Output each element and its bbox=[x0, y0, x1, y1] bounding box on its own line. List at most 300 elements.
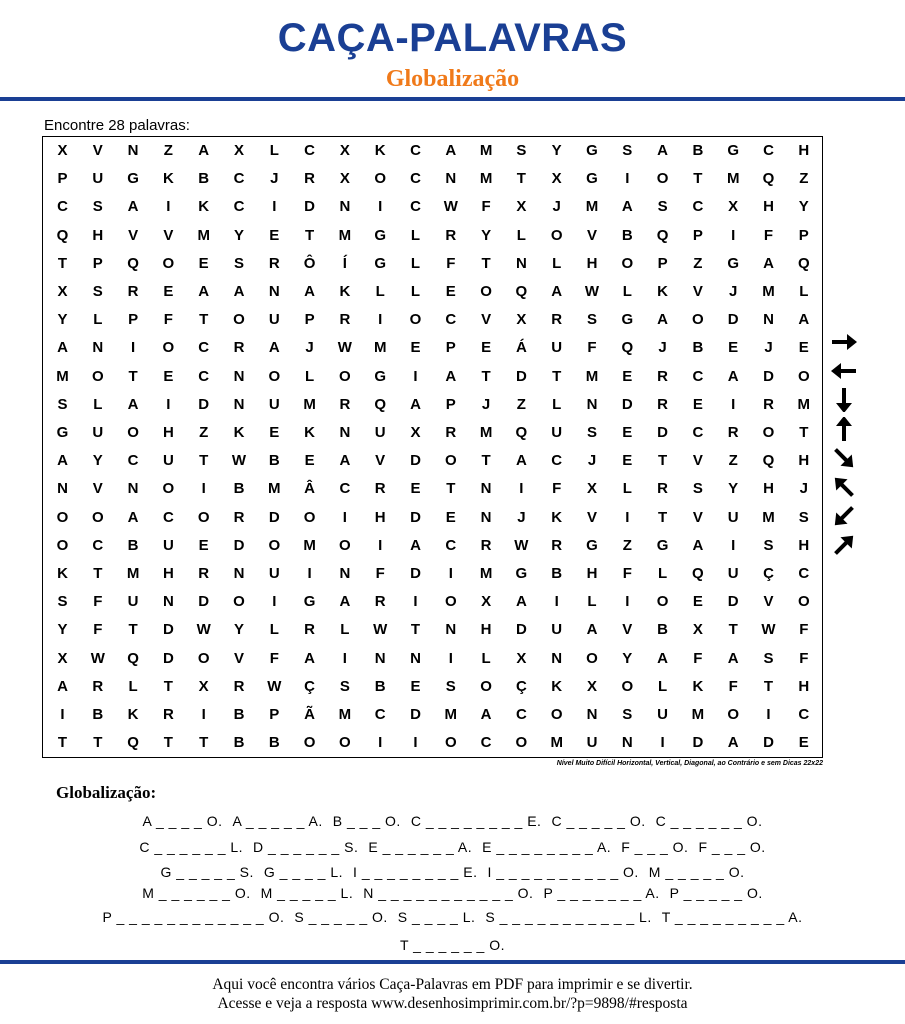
grid-cell[interactable]: X bbox=[516, 198, 527, 216]
grid-cell[interactable]: N bbox=[127, 142, 139, 159]
grid-cell[interactable]: R bbox=[304, 621, 316, 639]
grid-cell[interactable]: T bbox=[728, 621, 738, 639]
grid-cell[interactable]: L bbox=[340, 621, 350, 639]
grid-cell[interactable]: U bbox=[268, 565, 280, 582]
grid-cell[interactable]: D bbox=[233, 536, 245, 554]
grid-cell[interactable]: T bbox=[305, 226, 315, 244]
grid-cell[interactable]: A bbox=[198, 142, 210, 159]
grid-cell[interactable]: D bbox=[198, 395, 210, 413]
grid-cell[interactable]: O bbox=[692, 311, 704, 329]
grid-cell[interactable]: H bbox=[374, 508, 386, 526]
grid-cell[interactable]: M bbox=[303, 395, 316, 413]
grid-cell[interactable]: R bbox=[657, 395, 669, 413]
grid-cell[interactable]: E bbox=[445, 508, 456, 526]
grid-cell[interactable]: W bbox=[584, 283, 600, 300]
grid-cell[interactable]: I bbox=[448, 649, 453, 667]
grid-cell[interactable]: M bbox=[550, 734, 563, 752]
grid-cell[interactable]: F bbox=[799, 649, 809, 667]
grid-cell[interactable]: C bbox=[92, 536, 104, 554]
grid-cell[interactable]: W bbox=[761, 621, 776, 639]
grid-cell[interactable]: A bbox=[798, 311, 810, 329]
grid-cell[interactable]: I bbox=[660, 734, 665, 752]
grid-cell[interactable]: A bbox=[304, 649, 316, 667]
grid-cell[interactable]: L bbox=[93, 311, 103, 329]
grid-cell[interactable]: C bbox=[410, 170, 421, 188]
grid-cell[interactable]: T bbox=[93, 565, 103, 582]
grid-cell[interactable]: W bbox=[337, 339, 352, 357]
grid-cell[interactable]: E bbox=[445, 283, 456, 300]
grid-cell[interactable]: I bbox=[378, 536, 383, 554]
grid-cell[interactable]: C bbox=[374, 706, 386, 723]
grid-cell[interactable]: F bbox=[93, 593, 103, 611]
grid-cell[interactable]: J bbox=[481, 395, 491, 413]
grid-cell[interactable]: L bbox=[410, 254, 421, 272]
grid-cell[interactable]: H bbox=[798, 452, 810, 470]
grid-cell[interactable]: O bbox=[797, 367, 810, 385]
grid-cell[interactable]: J bbox=[764, 339, 773, 357]
grid-cell[interactable]: R bbox=[727, 424, 739, 441]
grid-cell[interactable]: A bbox=[657, 649, 669, 667]
grid-cell[interactable]: G bbox=[374, 254, 387, 272]
grid-cell[interactable]: A bbox=[57, 452, 68, 470]
grid-cell[interactable]: G bbox=[586, 536, 598, 554]
grid-cell[interactable]: P bbox=[57, 170, 68, 188]
grid-cell[interactable]: O bbox=[444, 452, 457, 470]
grid-cell[interactable]: M bbox=[338, 706, 352, 723]
grid-cell[interactable]: I bbox=[731, 226, 736, 244]
grid-cell[interactable]: F bbox=[587, 339, 597, 357]
grid-cell[interactable]: O bbox=[162, 339, 175, 357]
grid-cell[interactable]: C bbox=[127, 452, 139, 470]
grid-cell[interactable]: H bbox=[763, 480, 774, 498]
grid-cell[interactable]: I bbox=[554, 593, 559, 611]
grid-cell[interactable]: O bbox=[762, 424, 775, 441]
grid-cell[interactable]: O bbox=[127, 424, 139, 441]
grid-cell[interactable]: V bbox=[586, 508, 597, 526]
grid-cell[interactable]: I bbox=[201, 706, 206, 723]
grid-cell[interactable]: Y bbox=[551, 142, 562, 159]
grid-cell[interactable]: S bbox=[622, 142, 633, 159]
grid-cell[interactable]: M bbox=[479, 142, 493, 159]
grid-cell[interactable]: D bbox=[621, 395, 633, 413]
grid-cell[interactable]: X bbox=[57, 283, 68, 300]
grid-cell[interactable]: W bbox=[514, 536, 529, 554]
grid-cell[interactable]: O bbox=[480, 677, 492, 695]
grid-cell[interactable]: Q bbox=[692, 565, 704, 582]
grid-cell[interactable]: O bbox=[374, 170, 387, 188]
grid-cell[interactable]: X bbox=[410, 424, 421, 441]
grid-cell[interactable]: O bbox=[303, 508, 316, 526]
grid-cell[interactable]: T bbox=[799, 424, 809, 441]
grid-cell[interactable]: L bbox=[93, 395, 103, 413]
grid-cell[interactable]: R bbox=[268, 254, 280, 272]
grid-cell[interactable]: C bbox=[480, 734, 492, 752]
grid-cell[interactable]: K bbox=[198, 198, 210, 216]
grid-cell[interactable]: N bbox=[92, 339, 104, 357]
grid-cell[interactable]: Q bbox=[515, 424, 528, 441]
grid-cell[interactable]: R bbox=[657, 367, 669, 385]
grid-cell[interactable]: X bbox=[339, 170, 350, 188]
grid-cell[interactable]: V bbox=[375, 452, 386, 470]
grid-cell[interactable]: O bbox=[339, 734, 351, 752]
grid-cell[interactable]: Q bbox=[797, 254, 810, 272]
grid-cell[interactable]: Y bbox=[233, 226, 244, 244]
grid-cell[interactable]: E bbox=[269, 424, 280, 441]
grid-cell[interactable]: R bbox=[339, 395, 351, 413]
grid-cell[interactable]: T bbox=[199, 311, 209, 329]
grid-cell[interactable]: A bbox=[304, 283, 316, 300]
grid-cell[interactable]: B bbox=[233, 480, 245, 498]
grid-cell[interactable]: X bbox=[198, 677, 209, 695]
grid-cell[interactable]: W bbox=[196, 621, 211, 639]
grid-cell[interactable]: O bbox=[550, 226, 563, 244]
grid-cell[interactable]: V bbox=[692, 283, 703, 300]
grid-cell[interactable]: A bbox=[268, 339, 280, 357]
grid-cell[interactable]: S bbox=[622, 706, 633, 723]
grid-cell[interactable]: C bbox=[445, 536, 457, 554]
grid-cell[interactable]: N bbox=[374, 649, 386, 667]
grid-cell[interactable]: U bbox=[727, 508, 739, 526]
grid-cell[interactable]: U bbox=[586, 734, 598, 752]
grid-cell[interactable]: V bbox=[586, 226, 597, 244]
grid-cell[interactable]: U bbox=[92, 424, 104, 441]
grid-cell[interactable]: C bbox=[692, 367, 704, 385]
grid-cell[interactable]: I bbox=[625, 508, 630, 526]
grid-cell[interactable]: W bbox=[373, 621, 388, 639]
grid-cell[interactable]: I bbox=[60, 706, 65, 723]
grid-cell[interactable]: R bbox=[445, 226, 457, 244]
grid-cell[interactable]: E bbox=[410, 480, 421, 498]
grid-cell[interactable]: Ç bbox=[515, 677, 527, 695]
grid-cell[interactable]: F bbox=[693, 649, 703, 667]
grid-cell[interactable]: A bbox=[339, 593, 351, 611]
grid-cell[interactable]: P bbox=[92, 254, 103, 272]
grid-cell[interactable]: S bbox=[763, 649, 774, 667]
grid-cell[interactable]: N bbox=[127, 480, 139, 498]
grid-cell[interactable]: Â bbox=[304, 480, 316, 498]
grid-cell[interactable]: I bbox=[625, 593, 630, 611]
grid-cell[interactable]: K bbox=[657, 283, 669, 300]
grid-cell[interactable]: H bbox=[798, 677, 810, 695]
grid-cell[interactable]: T bbox=[163, 734, 173, 752]
grid-cell[interactable]: S bbox=[692, 480, 703, 498]
grid-cell[interactable]: G bbox=[727, 254, 740, 272]
grid-cell[interactable]: O bbox=[162, 254, 175, 272]
grid-cell[interactable]: G bbox=[374, 367, 387, 385]
grid-cell[interactable]: C bbox=[198, 367, 210, 385]
grid-cell[interactable]: O bbox=[91, 367, 104, 385]
grid-cell[interactable]: S bbox=[586, 311, 597, 329]
grid-cell[interactable]: L bbox=[658, 677, 668, 695]
grid-cell[interactable]: Q bbox=[56, 226, 69, 244]
grid-cell[interactable]: S bbox=[57, 395, 68, 413]
grid-cell[interactable]: D bbox=[692, 734, 704, 752]
grid-cell[interactable]: D bbox=[727, 593, 739, 611]
grid-cell[interactable]: A bbox=[445, 142, 457, 159]
grid-cell[interactable]: N bbox=[233, 367, 245, 385]
grid-cell[interactable]: E bbox=[198, 254, 209, 272]
grid-cell[interactable]: G bbox=[727, 142, 740, 159]
grid-cell[interactable]: C bbox=[445, 311, 457, 329]
grid-cell[interactable]: X bbox=[586, 480, 597, 498]
grid-cell[interactable]: A bbox=[198, 283, 210, 300]
grid-cell[interactable]: T bbox=[163, 677, 173, 695]
grid-cell[interactable]: E bbox=[198, 536, 209, 554]
grid-cell[interactable]: J bbox=[587, 452, 597, 470]
grid-cell[interactable]: A bbox=[763, 254, 774, 272]
grid-cell[interactable]: Y bbox=[57, 621, 68, 639]
grid-cell[interactable]: W bbox=[443, 198, 458, 216]
grid-cell[interactable]: O bbox=[233, 593, 245, 611]
grid-cell[interactable]: V bbox=[92, 142, 103, 159]
grid-cell[interactable]: M bbox=[338, 226, 352, 244]
grid-cell[interactable]: Y bbox=[57, 311, 68, 329]
grid-cell[interactable]: H bbox=[92, 226, 104, 244]
grid-cell[interactable]: S bbox=[516, 142, 527, 159]
grid-cell[interactable]: P bbox=[692, 226, 703, 244]
grid-cell[interactable]: M bbox=[479, 565, 493, 582]
grid-cell[interactable]: E bbox=[622, 367, 633, 385]
grid-cell[interactable]: L bbox=[799, 283, 809, 300]
grid-cell[interactable]: J bbox=[658, 339, 667, 357]
grid-cell[interactable]: C bbox=[410, 142, 421, 159]
grid-cell[interactable]: C bbox=[515, 706, 527, 723]
grid-cell[interactable]: P bbox=[798, 226, 809, 244]
grid-cell[interactable]: Á bbox=[515, 339, 527, 357]
grid-cell[interactable]: A bbox=[127, 508, 139, 526]
grid-cell[interactable]: G bbox=[621, 311, 634, 329]
grid-cell[interactable]: D bbox=[304, 198, 316, 216]
grid-cell[interactable]: Q bbox=[127, 734, 139, 752]
grid-cell[interactable]: N bbox=[57, 480, 68, 498]
grid-cell[interactable]: H bbox=[480, 621, 492, 639]
grid-cell[interactable]: A bbox=[480, 706, 492, 723]
grid-cell[interactable]: J bbox=[729, 283, 738, 300]
grid-cell[interactable]: I bbox=[272, 593, 277, 611]
grid-cell[interactable]: U bbox=[162, 452, 174, 470]
grid-cell[interactable]: K bbox=[551, 508, 563, 526]
grid-cell[interactable]: P bbox=[445, 339, 456, 357]
grid-cell[interactable]: E bbox=[481, 339, 492, 357]
grid-cell[interactable]: M bbox=[479, 170, 493, 188]
grid-cell[interactable]: C bbox=[692, 424, 704, 441]
grid-cell[interactable]: X bbox=[339, 142, 350, 159]
grid-cell[interactable]: A bbox=[657, 142, 669, 159]
grid-cell[interactable]: A bbox=[127, 395, 139, 413]
grid-cell[interactable]: R bbox=[198, 565, 210, 582]
grid-cell[interactable]: R bbox=[374, 480, 386, 498]
grid-cell[interactable]: U bbox=[657, 706, 669, 723]
grid-cell[interactable]: Ç bbox=[304, 677, 316, 695]
grid-cell[interactable]: W bbox=[267, 677, 282, 695]
grid-cell[interactable]: K bbox=[304, 424, 316, 441]
grid-cell[interactable]: T bbox=[128, 621, 138, 639]
grid-cell[interactable]: I bbox=[448, 565, 453, 582]
grid-cell[interactable]: O bbox=[550, 706, 563, 723]
grid-cell[interactable]: O bbox=[444, 734, 457, 752]
grid-cell[interactable]: I bbox=[307, 565, 312, 582]
grid-cell[interactable]: D bbox=[410, 706, 421, 723]
grid-cell[interactable]: I bbox=[731, 395, 736, 413]
grid-cell[interactable]: Q bbox=[762, 452, 775, 470]
grid-cell[interactable]: F bbox=[269, 649, 279, 667]
grid-cell[interactable]: R bbox=[374, 593, 386, 611]
grid-cell[interactable]: O bbox=[56, 508, 69, 526]
grid-cell[interactable]: A bbox=[586, 621, 598, 639]
grid-cell[interactable]: I bbox=[413, 593, 418, 611]
grid-cell[interactable]: O bbox=[480, 283, 492, 300]
grid-cell[interactable]: B bbox=[233, 734, 245, 752]
grid-cell[interactable]: A bbox=[410, 536, 421, 554]
grid-cell[interactable]: T bbox=[57, 734, 68, 752]
grid-cell[interactable]: R bbox=[657, 480, 669, 498]
grid-cell[interactable]: S bbox=[798, 508, 809, 526]
grid-cell[interactable]: D bbox=[162, 649, 174, 667]
grid-cell[interactable]: Í bbox=[342, 254, 347, 272]
grid-cell[interactable]: V bbox=[163, 226, 174, 244]
grid-cell[interactable]: P bbox=[657, 254, 668, 272]
grid-cell[interactable]: T bbox=[658, 452, 668, 470]
grid-cell[interactable]: Q bbox=[127, 254, 139, 272]
grid-cell[interactable]: X bbox=[57, 649, 68, 667]
grid-cell[interactable]: T bbox=[481, 452, 491, 470]
grid-cell[interactable]: T bbox=[516, 170, 526, 188]
grid-cell[interactable]: G bbox=[586, 170, 598, 188]
grid-cell[interactable]: B bbox=[268, 452, 280, 470]
grid-cell[interactable]: O bbox=[91, 508, 104, 526]
grid-cell[interactable]: R bbox=[763, 395, 774, 413]
grid-cell[interactable]: A bbox=[339, 452, 351, 470]
grid-cell[interactable]: N bbox=[551, 649, 563, 667]
grid-cell[interactable]: D bbox=[763, 734, 774, 752]
grid-cell[interactable]: I bbox=[378, 734, 383, 752]
grid-cell[interactable]: B bbox=[268, 734, 280, 752]
grid-cell[interactable]: L bbox=[410, 283, 421, 300]
footer-line-2[interactable]: Acesse e veja a resposta www.desenhosimprimir.com.br/?p=9898/#resposta bbox=[217, 995, 688, 1012]
grid-cell[interactable]: C bbox=[410, 198, 421, 216]
grid-cell[interactable]: D bbox=[763, 367, 774, 385]
grid-cell[interactable]: C bbox=[798, 565, 810, 582]
grid-cell[interactable]: A bbox=[57, 677, 68, 695]
grid-cell[interactable]: Ô bbox=[303, 254, 316, 272]
grid-cell[interactable]: M bbox=[479, 424, 493, 441]
grid-cell[interactable]: B bbox=[233, 706, 245, 723]
grid-cell[interactable]: R bbox=[233, 508, 245, 526]
grid-cell[interactable]: K bbox=[551, 677, 563, 695]
grid-cell[interactable]: R bbox=[233, 339, 245, 357]
grid-cell[interactable]: M bbox=[762, 283, 775, 300]
grid-cell[interactable]: T bbox=[93, 734, 103, 752]
grid-cell[interactable]: K bbox=[692, 677, 704, 695]
grid-cell[interactable]: L bbox=[587, 593, 597, 611]
grid-cell[interactable]: O bbox=[339, 367, 351, 385]
grid-cell[interactable]: A bbox=[445, 367, 457, 385]
grid-cell[interactable]: K bbox=[339, 283, 351, 300]
grid-cell[interactable]: O bbox=[586, 649, 598, 667]
grid-cell[interactable]: S bbox=[57, 593, 68, 611]
grid-cell[interactable]: M bbox=[126, 565, 140, 582]
grid-cell[interactable]: O bbox=[515, 734, 528, 752]
grid-cell[interactable]: X bbox=[516, 649, 527, 667]
grid-cell[interactable]: A bbox=[727, 734, 739, 752]
grid-cell[interactable]: L bbox=[516, 226, 526, 244]
grid-cell[interactable]: J bbox=[552, 198, 561, 216]
grid-cell[interactable]: G bbox=[127, 170, 139, 188]
grid-cell[interactable]: T bbox=[658, 508, 668, 526]
grid-cell[interactable]: N bbox=[233, 565, 245, 582]
grid-cell[interactable]: R bbox=[551, 536, 563, 554]
grid-cell[interactable]: E bbox=[798, 734, 809, 752]
grid-cell[interactable]: A bbox=[551, 283, 563, 300]
grid-cell[interactable]: L bbox=[481, 649, 491, 667]
grid-cell[interactable]: V bbox=[692, 452, 703, 470]
grid-cell[interactable]: A bbox=[57, 339, 68, 357]
grid-cell[interactable]: J bbox=[305, 339, 314, 357]
grid-cell[interactable]: O bbox=[268, 536, 281, 554]
grid-cell[interactable]: C bbox=[233, 198, 245, 216]
grid-cell[interactable]: Y bbox=[481, 226, 492, 244]
grid-cell[interactable]: H bbox=[162, 565, 174, 582]
grid-cell[interactable]: Z bbox=[799, 170, 809, 188]
grid-cell[interactable]: S bbox=[233, 254, 244, 272]
grid-cell[interactable]: D bbox=[268, 508, 280, 526]
grid-cell[interactable]: S bbox=[586, 424, 597, 441]
grid-cell[interactable]: T bbox=[199, 452, 209, 470]
grid-cell[interactable]: G bbox=[586, 142, 598, 159]
grid-cell[interactable]: D bbox=[410, 452, 421, 470]
grid-cell[interactable]: A bbox=[233, 283, 245, 300]
grid-cell[interactable]: R bbox=[445, 424, 457, 441]
grid-cell[interactable]: G bbox=[374, 226, 387, 244]
grid-cell[interactable]: T bbox=[763, 677, 774, 695]
grid-cell[interactable]: M bbox=[585, 367, 599, 385]
grid-cell[interactable]: T bbox=[693, 170, 703, 188]
grid-cell[interactable]: I bbox=[201, 480, 206, 498]
grid-cell[interactable]: O bbox=[409, 311, 422, 329]
grid-cell[interactable]: R bbox=[127, 283, 139, 300]
grid-cell[interactable]: A bbox=[621, 198, 633, 216]
grid-cell[interactable]: E bbox=[728, 339, 739, 357]
grid-cell[interactable]: F bbox=[622, 565, 632, 582]
grid-cell[interactable]: K bbox=[233, 424, 245, 441]
grid-cell[interactable]: T bbox=[446, 480, 456, 498]
grid-cell[interactable]: Q bbox=[621, 339, 634, 357]
grid-cell[interactable]: L bbox=[410, 226, 421, 244]
grid-cell[interactable]: O bbox=[797, 593, 810, 611]
grid-cell[interactable]: E bbox=[622, 452, 633, 470]
grid-cell[interactable]: M bbox=[373, 339, 387, 357]
grid-cell[interactable]: H bbox=[798, 536, 810, 554]
grid-cell[interactable]: N bbox=[339, 565, 351, 582]
grid-cell[interactable]: E bbox=[798, 339, 809, 357]
grid-cell[interactable]: N bbox=[515, 254, 527, 272]
grid-cell[interactable]: E bbox=[410, 339, 421, 357]
grid-cell[interactable]: Y bbox=[728, 480, 739, 498]
grid-cell[interactable]: C bbox=[233, 170, 245, 188]
grid-cell[interactable]: C bbox=[339, 480, 351, 498]
grid-cell[interactable]: T bbox=[481, 367, 491, 385]
grid-cell[interactable]: V bbox=[481, 311, 492, 329]
grid-cell[interactable]: C bbox=[57, 198, 68, 216]
grid-cell[interactable]: F bbox=[552, 480, 562, 498]
grid-cell[interactable]: A bbox=[515, 593, 527, 611]
grid-cell[interactable]: U bbox=[268, 395, 280, 413]
grid-cell[interactable]: L bbox=[552, 395, 562, 413]
grid-cell[interactable]: C bbox=[551, 452, 563, 470]
grid-cell[interactable]: U bbox=[551, 424, 563, 441]
grid-cell[interactable]: D bbox=[162, 621, 174, 639]
grid-cell[interactable]: V bbox=[763, 593, 774, 611]
